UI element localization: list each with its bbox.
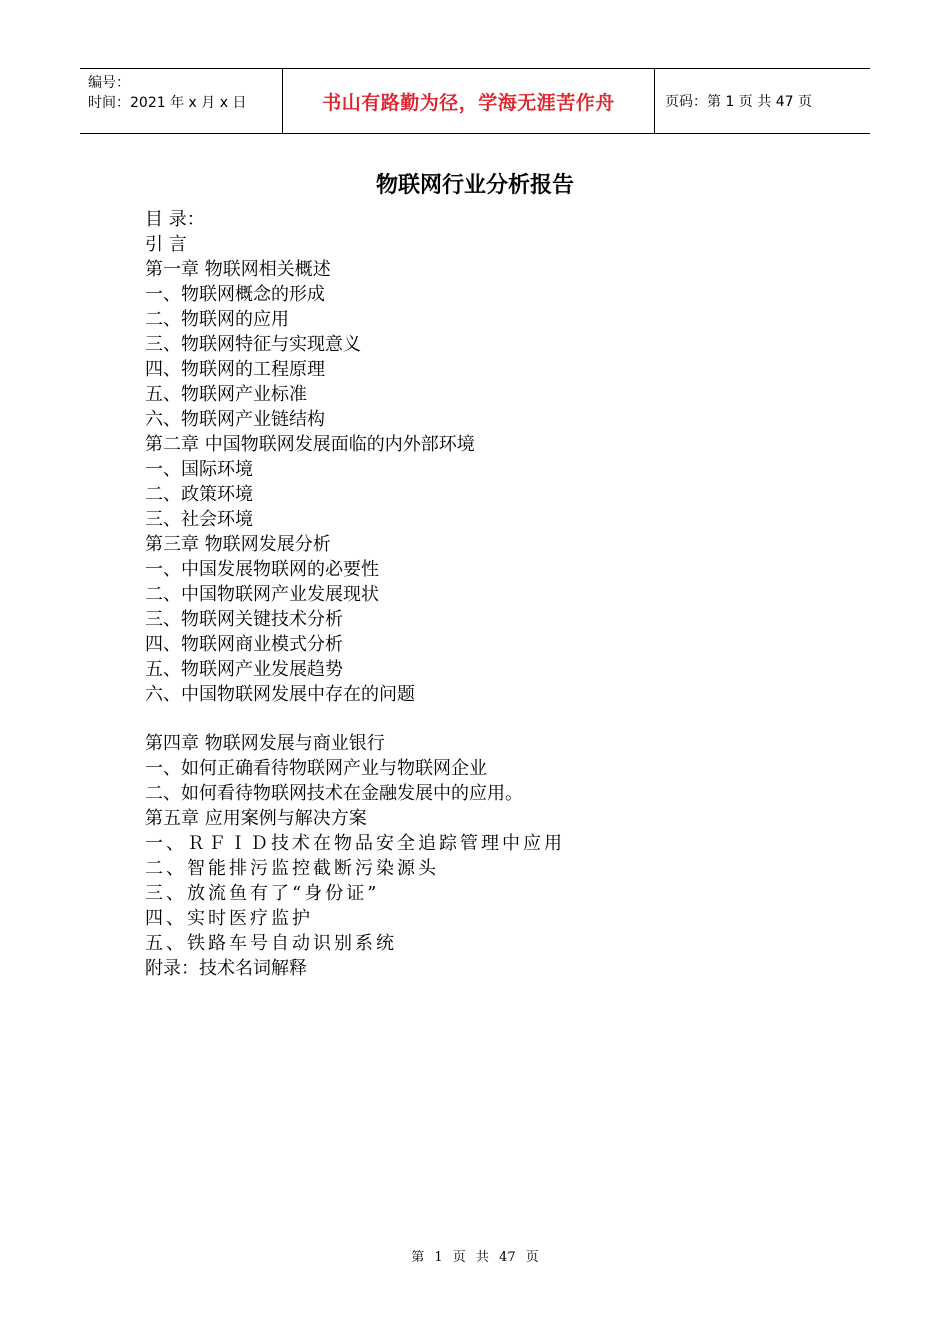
toc-appendix: 附录：技术名词解释 — [145, 958, 307, 979]
toc-item: 三、社会环境 — [145, 509, 253, 530]
toc-chapter: 第三章 物联网发展分析 — [145, 534, 331, 555]
header-page-cell — [655, 69, 870, 133]
toc-item: 五、铁路车号自动识别系统 — [145, 933, 397, 954]
toc-item: 三、物联网特征与实现意义 — [145, 334, 361, 355]
toc-item: 二、中国物联网产业发展现状 — [145, 584, 379, 605]
page-footer: 第 1 页 共 47 页 — [411, 1250, 539, 1265]
toc-item: 六、中国物联网发展中存在的问题 — [145, 684, 415, 705]
toc-item: 四、物联网的工程原理 — [145, 359, 325, 380]
toc-heading: 目 录： — [145, 209, 205, 230]
toc-item: 一、国际环境 — [145, 459, 253, 480]
toc-item: 三、放流鱼有了“身份证” — [145, 883, 380, 904]
toc-item: 二、如何看待物联网技术在金融发展中的应用。 — [145, 783, 523, 804]
header-page-number: 页码：第 1 页 共 47 页 — [665, 94, 812, 110]
toc-item: 三、物联网关键技术分析 — [145, 609, 343, 630]
toc-item: 二、智能排污监控截断污染源头 — [145, 858, 439, 879]
toc-item: 一、如何正确看待物联网产业与物联网企业 — [145, 758, 487, 779]
toc-item: 四、实时医疗监护 — [145, 908, 313, 929]
toc-item: 一、ＲＦＩＤ技术在物品安全追踪管理中应用 — [145, 833, 565, 854]
document-time: 时间：2021 年 x 月 x 日 — [88, 95, 247, 111]
page-header — [80, 68, 870, 134]
toc-item: 四、物联网商业模式分析 — [145, 634, 343, 655]
toc-chapter: 第五章 应用案例与解决方案 — [145, 808, 367, 829]
header-motto: 书山有路勤为径，学海无涯苦作舟 — [322, 91, 615, 114]
toc-chapter: 第一章 物联网相关概述 — [145, 259, 331, 280]
header-motto-cell — [282, 69, 655, 133]
document-number-label: 编号： — [88, 75, 130, 91]
toc-item: 一、物联网概念的形成 — [145, 284, 325, 305]
header-left-cell — [80, 69, 282, 133]
toc-chapter: 第二章 中国物联网发展面临的内外部环境 — [145, 434, 475, 455]
toc-item: 五、物联网产业标准 — [145, 384, 307, 405]
toc-item: 五、物联网产业发展趋势 — [145, 659, 343, 680]
toc-item: 六、物联网产业链结构 — [145, 409, 325, 430]
toc-item: 一、中国发展物联网的必要性 — [145, 559, 379, 580]
toc-item: 二、政策环境 — [145, 484, 253, 505]
toc-item: 二、物联网的应用 — [145, 309, 289, 330]
toc-chapter: 第四章 物联网发展与商业银行 — [145, 733, 385, 754]
document-title: 物联网行业分析报告 — [375, 172, 574, 198]
toc-item: 引 言 — [145, 234, 187, 255]
